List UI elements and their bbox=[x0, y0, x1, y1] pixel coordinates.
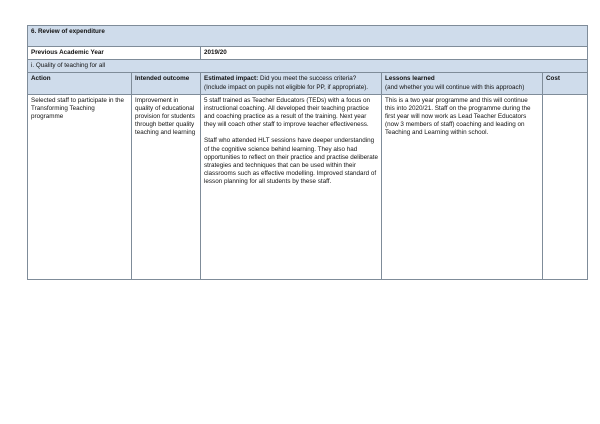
cell-estimated-impact bbox=[201, 94, 382, 279]
cell-action: Selected staff to participate in the Transforming Teaching programme bbox=[28, 94, 132, 279]
previous-year-row bbox=[28, 47, 588, 60]
cell-intended-outcome: Improvement in quality of educational provision for students through better quality teaching and learning bbox=[132, 94, 201, 279]
table-row bbox=[28, 94, 588, 279]
subsection-title: i. Quality of teaching for all bbox=[28, 60, 588, 73]
header-impact-bold: Estimated impact: bbox=[204, 75, 259, 83]
cell-lessons-learned: This is a two year programme and this will continue this into 2020/21. Staff on the programme during the first year will now work as Lead Teacher Educators (now 3 members of staff) coaching and leading on Teaching and Learning within school. bbox=[382, 94, 543, 279]
header-lessons-bold: Lessons learned bbox=[385, 75, 435, 83]
header-row bbox=[28, 73, 588, 94]
previous-year-value: 2019/20 bbox=[201, 47, 588, 60]
impact-paragraph-2: Staff who attended HLT sessions have deeper understanding of the cognitive science behind learning. They also had opportunities to reflect on their practice and practise deliberate strategies and techniques that can be used within their classrooms such as effective modelling. Improved standard of lesson planning for all students by these staff. bbox=[204, 137, 378, 186]
section-title: 6. Review of expenditure bbox=[28, 26, 588, 47]
header-impact-rest: Did you meet the success criteria? (Include impact on pupils not eligible for PP, if appropriate). bbox=[204, 75, 369, 91]
expenditure-review-table bbox=[27, 25, 588, 280]
header-estimated-impact bbox=[201, 73, 382, 94]
header-lessons-rest: (and whether you will continue with this approach) bbox=[385, 83, 525, 91]
subsection-row bbox=[28, 60, 588, 73]
cell-cost bbox=[543, 94, 588, 279]
header-cost: Cost bbox=[543, 73, 588, 94]
header-intended-outcome: Intended outcome bbox=[132, 73, 201, 94]
header-action: Action bbox=[28, 73, 132, 94]
previous-year-label: Previous Academic Year bbox=[28, 47, 201, 60]
header-lessons-learned bbox=[382, 73, 543, 94]
impact-paragraph-1: 5 staff trained as Teacher Educators (TEDs) with a focus on instructional coaching. All developed their teaching practice and coaching practice as a result of the training. Next year they will coach other staff to improve teacher effectiveness. bbox=[204, 96, 371, 129]
section-title-row bbox=[28, 26, 588, 47]
